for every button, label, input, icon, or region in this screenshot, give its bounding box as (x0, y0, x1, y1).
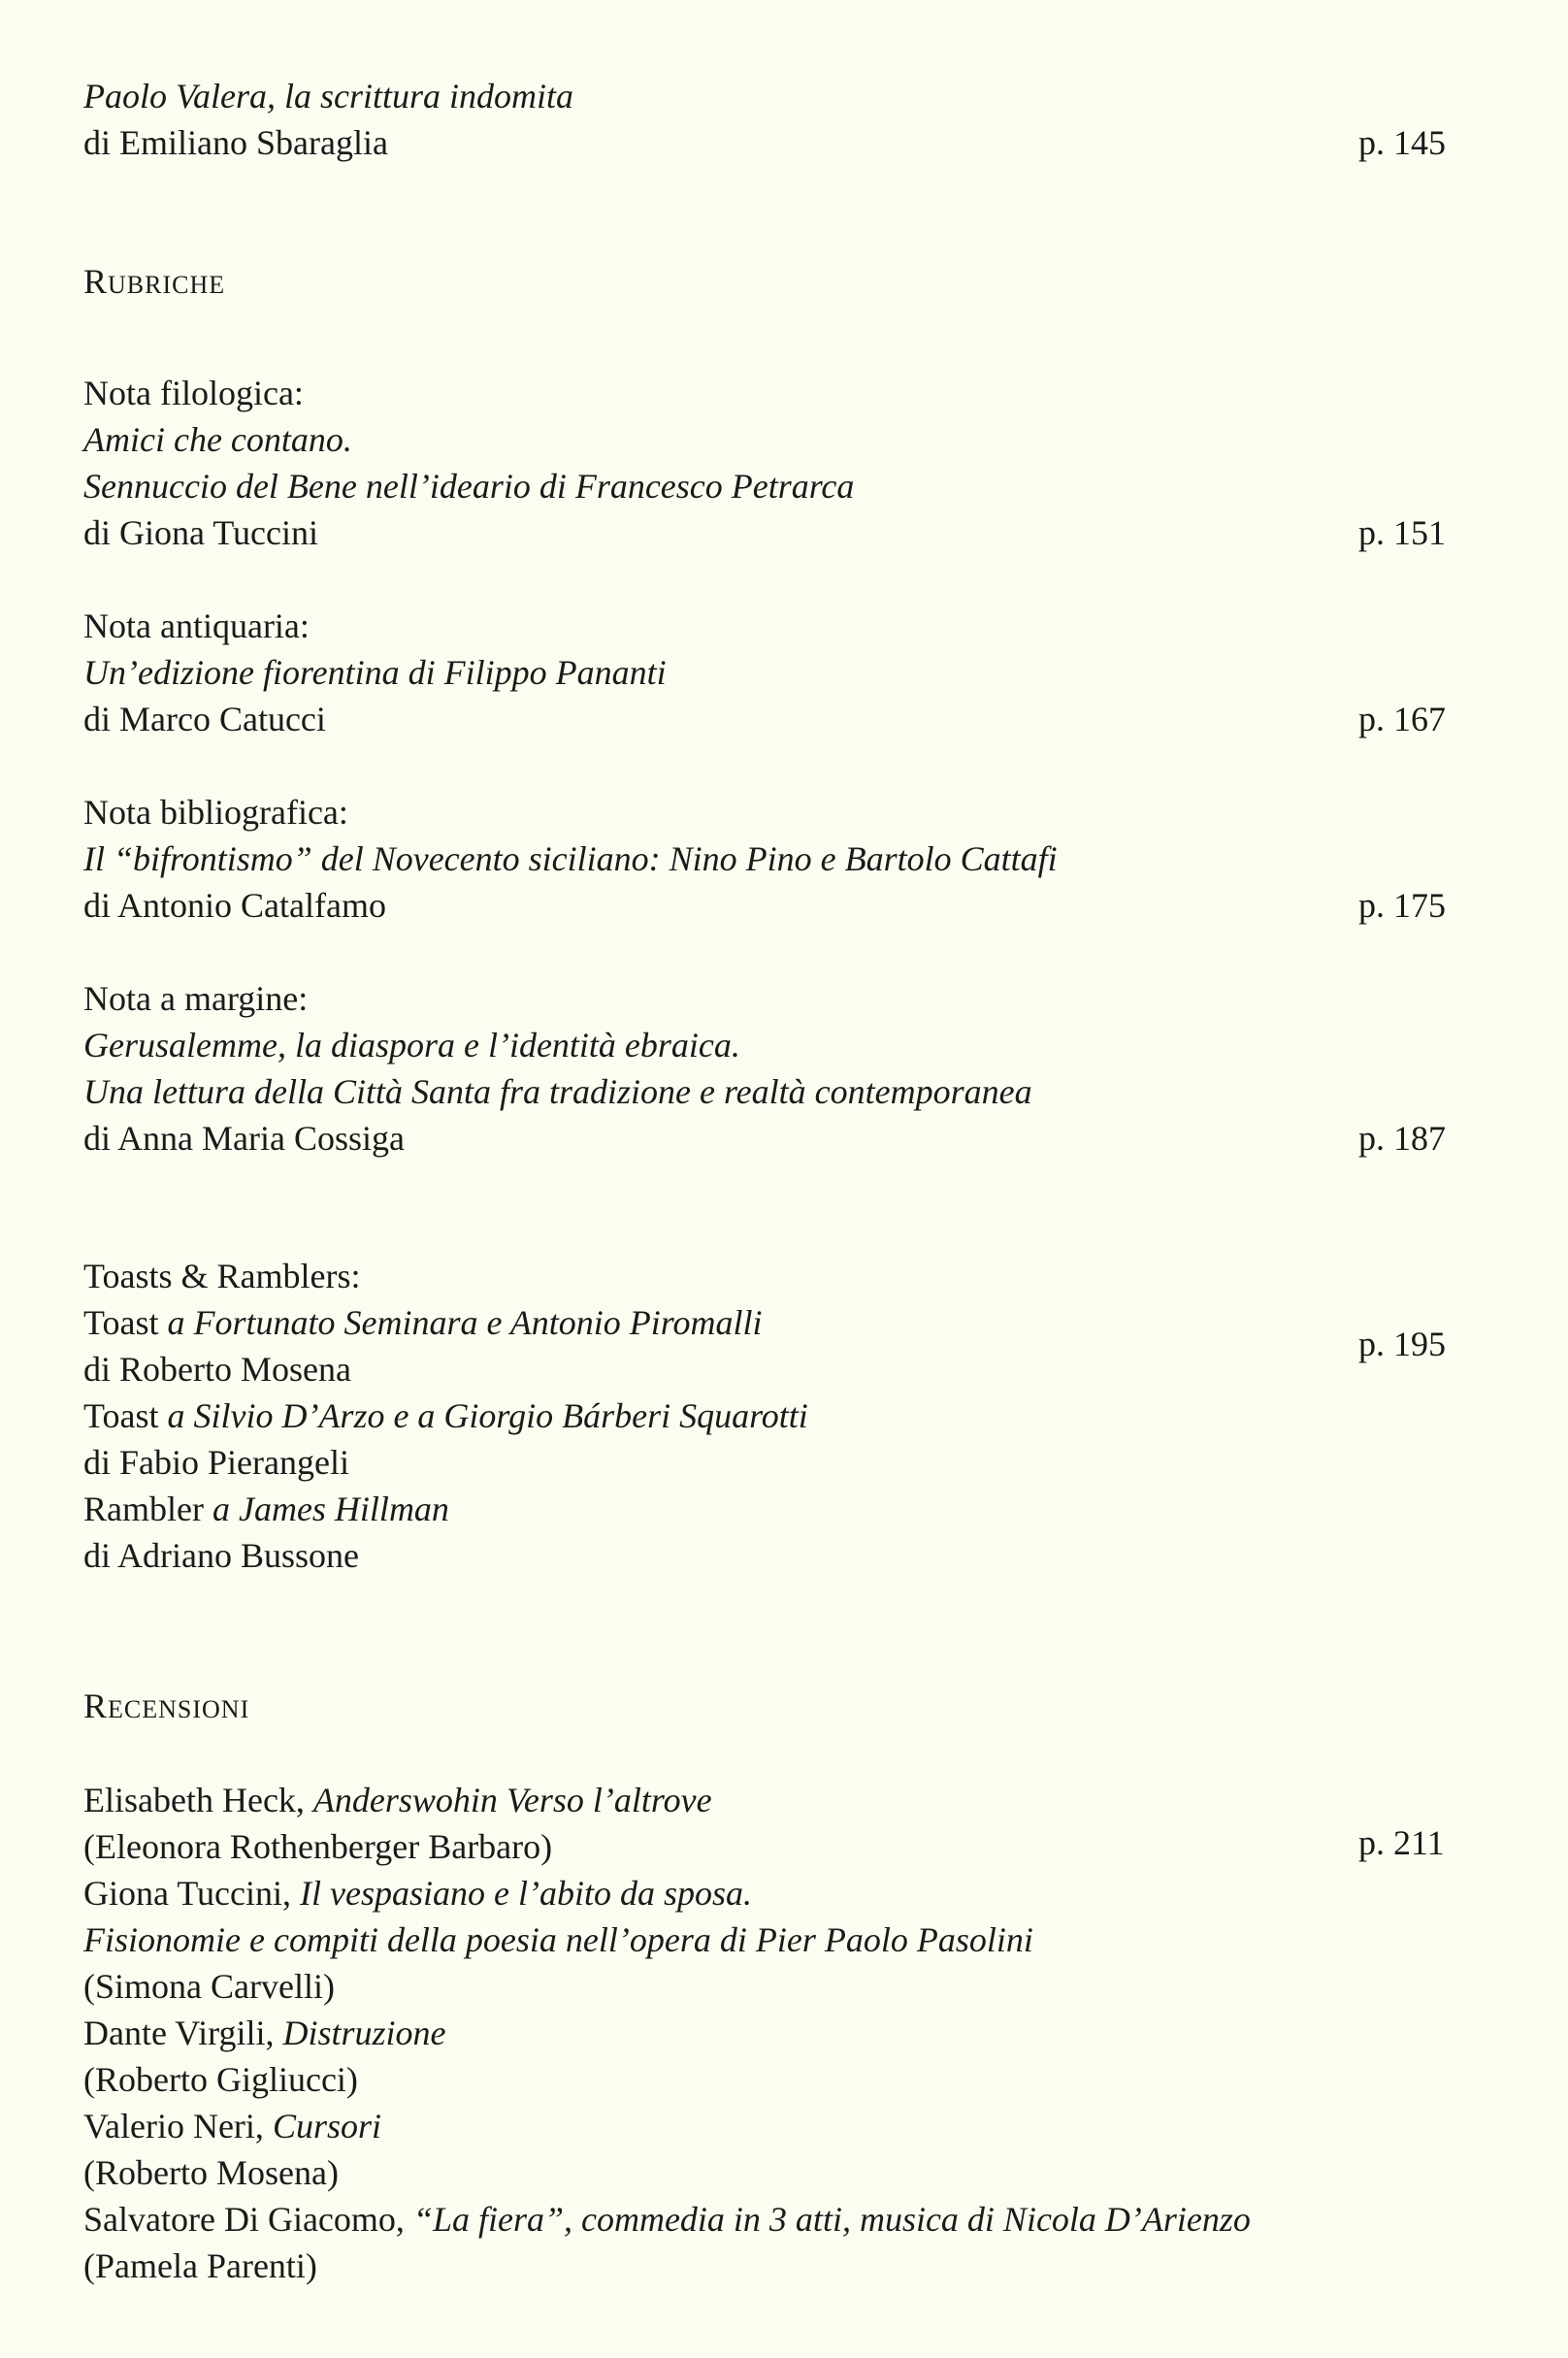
entry-title-valera: Paolo Valera, la scrittura indomita (83, 77, 574, 115)
page-number-175: p. 175 (1358, 886, 1446, 925)
review-author: Giona Tuccini, (83, 1874, 301, 1913)
rubrica-label-bibliografica: Nota bibliografica: (83, 793, 348, 832)
rambler-author: di Adriano Bussone (83, 1536, 359, 1575)
page-number-151: p. 151 (1358, 513, 1446, 552)
review-item (83, 1778, 712, 1822)
heading-initial: R (83, 262, 109, 301)
rubrica-title-line: Sennuccio del Bene nell’ideario di Francesco Petrarca (83, 467, 855, 506)
rubrica-label-filologica: Nota filologica: (83, 374, 304, 412)
rambler-prefix: Rambler (83, 1490, 212, 1528)
reviewer: (Roberto Gigliucci) (83, 2060, 358, 2099)
review-author: Elisabeth Heck, (83, 1781, 313, 1819)
heading-initial: R (83, 1687, 109, 1725)
heading-rest: ECENSIONI (108, 1695, 250, 1723)
toast-author: di Roberto Mosena (83, 1350, 351, 1389)
review-title-continued: Fisionomie e compiti della poesia nell’opera di Pier Paolo Pasolini (83, 1920, 1033, 1959)
rubrica-title-line: Il “bifrontismo” del Novecento siciliano: Nino Pino e Bartolo Cattafi (83, 839, 1058, 878)
review-title: Anderswohin Verso l’altrove (312, 1781, 712, 1819)
toast-item (83, 1300, 762, 1345)
toast-title: a Silvio D’Arzo e a Giorgio Bárberi Squarotti (167, 1396, 808, 1435)
review-author: Dante Virgili, (83, 2014, 283, 2052)
toast-prefix: Toast (83, 1396, 168, 1435)
page-number-195: p. 195 (1358, 1325, 1446, 1363)
toast-title: a Fortunato Seminara e Antonio Piromalli (167, 1303, 763, 1342)
rubrica-author: di Antonio Catalfamo (83, 886, 386, 925)
rubrica-title-line: Una lettura della Città Santa fra tradizione e realtà contemporanea (83, 1072, 1032, 1111)
rambler-title: a James Hillman (212, 1490, 449, 1528)
review-title: Il vespasiano e l’abito da sposa. (300, 1874, 752, 1913)
review-author: Valerio Neri, (83, 2107, 273, 2145)
entry-author-sbaraglia: di Emiliano Sbaraglia (83, 123, 388, 162)
section-heading-recensioni (83, 1687, 249, 1729)
rubrica-author: di Marco Catucci (83, 700, 326, 738)
reviewer: (Eleonora Rothenberger Barbaro) (83, 1827, 553, 1866)
review-title: Distruzione (282, 2014, 446, 2052)
toasts-label: Toasts & Ramblers: (83, 1257, 361, 1295)
toast-item (83, 1393, 808, 1438)
rubrica-title-line: Amici che contano. (83, 420, 352, 459)
rambler-item (83, 1487, 449, 1531)
heading-rest: UBRICHE (108, 271, 226, 299)
review-item (83, 2197, 1251, 2242)
toast-author: di Fabio Pierangeli (83, 1443, 349, 1482)
page-number-167: p. 167 (1358, 700, 1446, 738)
section-heading-rubriche (83, 262, 225, 305)
page-number-145: p. 145 (1358, 123, 1446, 162)
rubrica-title-line: Gerusalemme, la diaspora e l’identità ebraica. (83, 1026, 740, 1064)
reviewer: (Simona Carvelli) (83, 1967, 335, 2006)
rubrica-label-margine: Nota a margine: (83, 979, 309, 1018)
toast-prefix: Toast (83, 1303, 168, 1342)
review-item (83, 2011, 446, 2055)
rubrica-author: di Giona Tuccini (83, 513, 319, 552)
reviewer: (Roberto Mosena) (83, 2153, 339, 2192)
page-number-211: p. 211 (1358, 1823, 1445, 1862)
review-author: Salvatore Di Giacomo, (83, 2200, 413, 2239)
rubrica-title-line: Un’edizione fiorentina di Filippo Pananti (83, 653, 667, 692)
review-title: “La fiera”, commedia in 3 atti, musica di Nicola D’Arienzo (412, 2200, 1251, 2239)
review-title: Cursori (272, 2107, 381, 2145)
rubrica-author: di Anna Maria Cossiga (83, 1119, 405, 1158)
review-item (83, 1871, 752, 1916)
rubrica-label-antiquaria: Nota antiquaria: (83, 606, 310, 645)
reviewer: (Pamela Parenti) (83, 2246, 317, 2285)
review-item (83, 2104, 381, 2148)
page-number-187: p. 187 (1358, 1119, 1446, 1158)
